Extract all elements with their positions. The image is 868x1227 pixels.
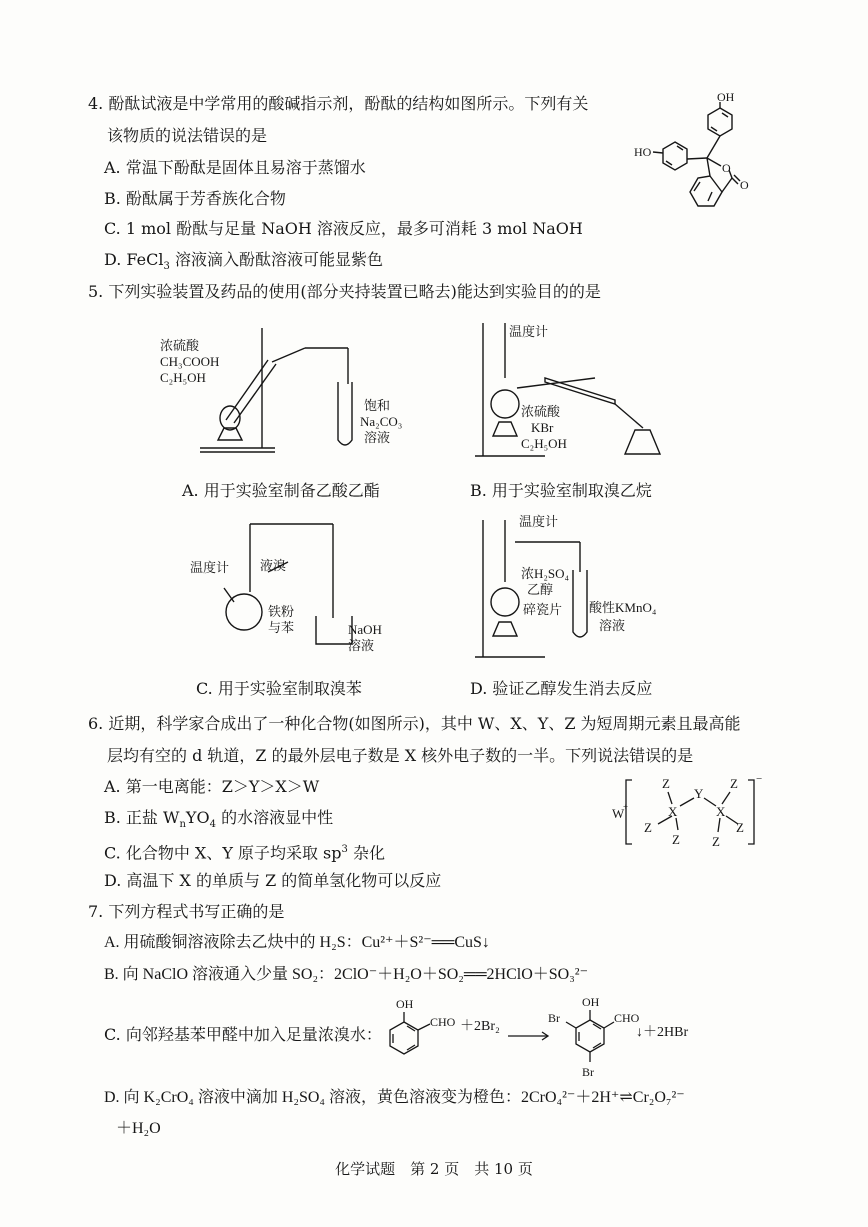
label-kbr: KBr: [531, 420, 554, 435]
q7-option-c-text: C. 向邻羟基苯甲醛中加入足量浓溴水：: [104, 1025, 382, 1044]
product-hbr: ↓＋2HBr: [636, 1025, 689, 1040]
q7-option-a: A. 用硫酸铜溶液除去乙炔中的 H₂S：Cu²⁺＋S²⁻══CuS↓: [104, 934, 490, 951]
q6-option-c: C. 化合物中 X、Y 原子均采取 $sp^3$ 杂化: [104, 843, 385, 863]
oh-label-reactant: OH: [396, 997, 414, 1011]
z-atom: Z: [712, 834, 720, 849]
z-atom: Z: [672, 832, 680, 847]
q4-option-d: D. FeCl$_3$ 溶液滴入酚酞溶液可能显紫色: [104, 250, 383, 273]
label-acidic-kmno4: 酸性KMnO₄: [589, 600, 657, 615]
z-atom: Z: [662, 776, 670, 791]
br-label-bottom: Br: [582, 1065, 594, 1079]
label-conc-sulfuric-b: 浓硫酸: [521, 404, 561, 419]
q5-caption-d: D. 验证乙醇发生消去反应: [470, 679, 653, 698]
q6-option-b: B. 正盐 $W_nYO_4$ 的水溶液显中性: [104, 808, 334, 831]
cho-label-product: CHO: [614, 1011, 640, 1025]
q4-stem-line1: 4. 酚酞试液是中学常用的酸碱指示剂，酚酞的结构如图所示。下列有关: [88, 94, 589, 113]
label-saturated: 饱和: [364, 398, 391, 413]
label-ethanol: C₂H₅OH: [160, 370, 206, 385]
q7-c-reaction: [380, 996, 700, 1078]
q4-stem-line2: 该物质的说法错误的是: [107, 126, 268, 145]
ring-oxygen-label: O: [722, 161, 731, 175]
q4-option-c: C. 1 mol 酚酞与足量 NaOH 溶液反应，最多可消耗 3 mol NaOH: [104, 219, 583, 238]
apparatus-d-elimination: [465, 512, 680, 662]
w-atom: W: [612, 806, 625, 821]
label-solution-c: 溶液: [348, 638, 375, 653]
ho-left-label: HO: [634, 145, 652, 159]
apparatus-a-ester: [160, 320, 403, 460]
apparatus-c-bromobenzene: [188, 512, 408, 662]
label-solution-d: 溶液: [599, 618, 626, 633]
label-porcelain-chips: 碎瓷片: [523, 602, 563, 617]
w-charge: +: [623, 802, 629, 812]
q5-caption-b: B. 用于实验室制取溴乙烷: [470, 481, 652, 500]
label-thermometer-c: 温度计: [190, 560, 230, 575]
q6-anion-structure: [612, 772, 772, 862]
label-thermometer-b: 温度计: [509, 324, 549, 339]
anion-charge: −: [756, 773, 763, 785]
q5-caption-c: C. 用于实验室制取溴苯: [196, 679, 362, 698]
y-atom: Y: [694, 786, 704, 801]
q7-option-b: B. 向 NaClO 溶液通入少量 SO₂：2ClO⁻＋H₂O＋SO₂══2HClO＋SO₃²⁻: [104, 966, 589, 983]
q6-stem-line1: 6. 近期，科学家合成出了一种化合物(如图所示)，其中 W、X、Y、Z 为短周期元素且最高能: [88, 714, 741, 733]
label-thermometer-d: 温度计: [519, 514, 559, 529]
label-ethanol-b: C₂H₅OH: [521, 436, 567, 451]
apparatus-b-bromoethane: [465, 318, 680, 463]
label-conc-sulfuric: 浓硫酸: [160, 338, 200, 353]
label-solution: 溶液: [364, 430, 391, 445]
label-ethanol-d: 乙醇: [527, 582, 554, 597]
q5-stem: 5. 下列实验装置及药品的使用(部分夹持装置已略去)能达到实验目的的是: [88, 282, 601, 301]
z-atom: Z: [736, 820, 744, 835]
oh-label-product: OH: [582, 995, 600, 1009]
z-atom: Z: [644, 820, 652, 835]
phenolphthalein-structure: [620, 86, 770, 216]
bromine-reagent: ＋2Br₂: [460, 1019, 500, 1034]
label-naoh: NaOH: [348, 622, 382, 637]
oh-top-label: OH: [717, 90, 735, 104]
label-na2co3: Na₂CO₃: [360, 414, 403, 429]
label-liquid-bromine: 液溴: [260, 558, 287, 573]
cho-label-reactant: CHO: [430, 1015, 456, 1029]
q7-stem: 7. 下列方程式书写正确的是: [88, 902, 285, 921]
q6-stem-line2: 层均有空的 d 轨道，Z 的最外层电子数是 X 核外电子数的一半。下列说法错误的是: [107, 746, 694, 765]
z-atom: Z: [730, 776, 738, 791]
page-footer: 化学试题 第 2 页 共 10 页: [335, 1160, 533, 1178]
label-with-benzene: 与苯: [268, 620, 295, 635]
q7-option-d-line2: ＋H₂O: [116, 1120, 161, 1137]
br-label-left: Br: [548, 1011, 560, 1025]
label-iron-powder: 铁粉: [268, 604, 295, 619]
carbonyl-oxygen-label: O: [740, 178, 749, 192]
x-atom-right: X: [716, 804, 726, 819]
label-conc-h2so4: 浓H₂SO₄: [521, 566, 570, 581]
x-atom-left: X: [668, 804, 678, 819]
q6-option-d: D. 高温下 X 的单质与 Z 的简单氢化物可以反应: [104, 871, 442, 890]
q7-option-d-line1: D. 向 K₂CrO₄ 溶液中滴加 H₂SO₄ 溶液，黄色溶液变为橙色：2CrO₄²⁻＋2H⁺⇌Cr₂O₇²⁻: [104, 1089, 685, 1106]
q5-caption-a: A. 用于实验室制备乙酸乙酯: [182, 481, 380, 500]
q6-option-a: A. 第一电离能：Z＞Y＞X＞W: [104, 777, 320, 796]
label-acetic-acid: CH₃COOH: [160, 354, 220, 369]
q4-option-b: B. 酚酞属于芳香族化合物: [104, 189, 286, 208]
q4-option-a: A. 常温下酚酞是固体且易溶于蒸馏水: [104, 158, 366, 177]
